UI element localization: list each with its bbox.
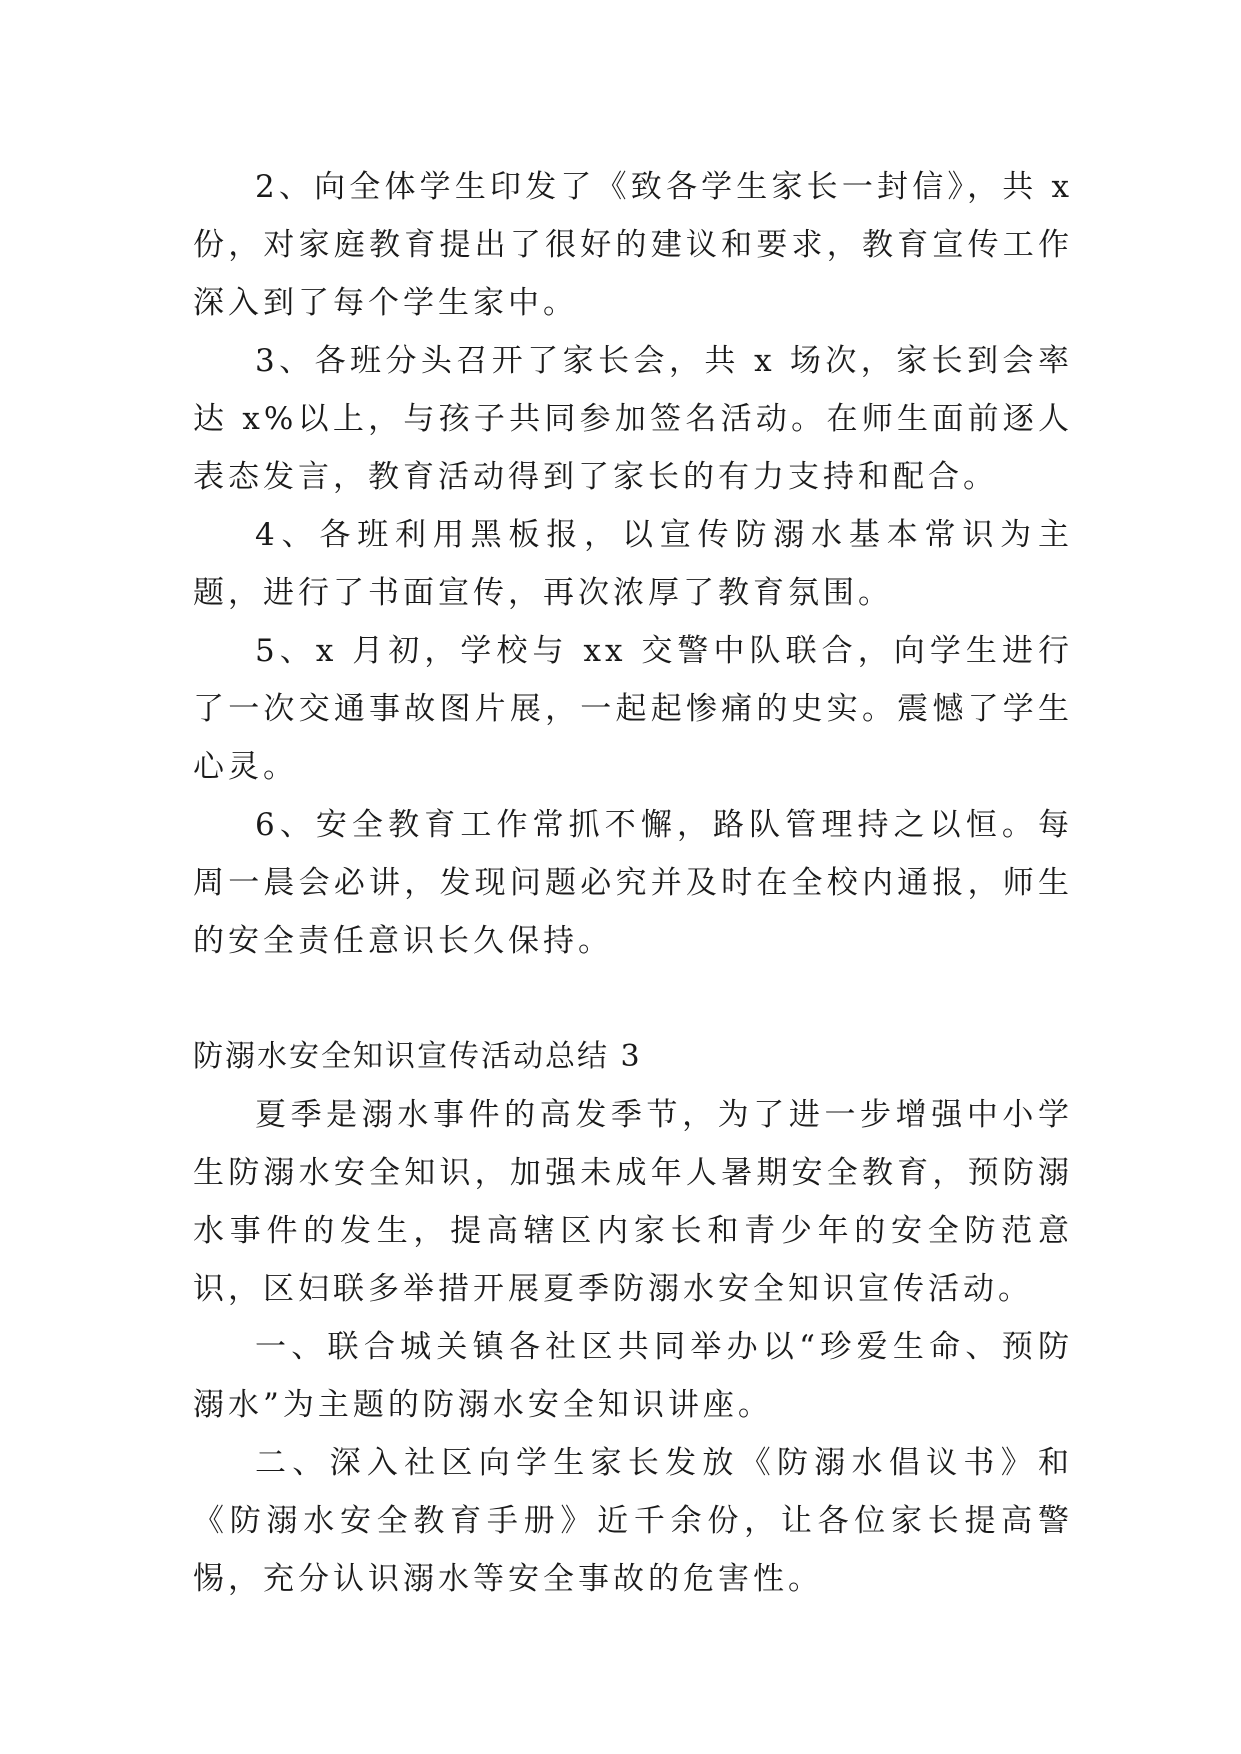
paragraph-intro: 夏季是溺水事件的高发季节，为了进一步增强中小学生防溺水安全知识，加强未成年人暑期安全教育，预防溺水事件的发生，提高辖区内家长和青少年的安全防范意识，区妇联多举措开展夏季防溺水安全知识宣传活动。 [193, 1097, 1073, 1307]
paragraph-item-4: 4、各班利用黑板报，以宣传防溺水基本常识为主题，进行了书面宣传，再次浓厚了教育氛围。 [193, 517, 1073, 611]
paragraph-point-2: 二、深入社区向学生家长发放《防溺水倡议书》和《防溺水安全教育手册》近千余份，让各位家长提高警惕，充分认识溺水等安全事故的危害性。 [193, 1445, 1073, 1597]
paragraph-item-6: 6、安全教育工作常抓不懈，路队管理持之以恒。每周一晨会必讲，发现问题必究并及时在全校内通报，师生的安全责任意识长久保持。 [193, 807, 1073, 959]
paragraph-point-1: 一、联合城关镇各社区共同举办以“珍爱生命、预防溺水”为主题的防溺水安全知识讲座。 [193, 1329, 1073, 1423]
document-body [193, 158, 1073, 1608]
paragraph-item-3: 3、各班分头召开了家长会，共 x 场次，家长到会率达 x%以上，与孩子共同参加签名活动。在师生面前逐人表态发言，教育活动得到了家长的有力支持和配合。 [193, 343, 1073, 495]
paragraph-item-2: 2、向全体学生印发了《致各学生家长一封信》，共 x 份，对家庭教育提出了很好的建议和要求，教育宣传工作深入到了每个学生家中。 [193, 169, 1073, 321]
section-title: 防溺水安全知识宣传活动总结 3 [193, 1039, 642, 1074]
paragraph-item-5: 5、x 月初，学校与 xx 交警中队联合，向学生进行了一次交通事故图片展，一起起惨痛的史实。震憾了学生心灵。 [193, 633, 1073, 785]
